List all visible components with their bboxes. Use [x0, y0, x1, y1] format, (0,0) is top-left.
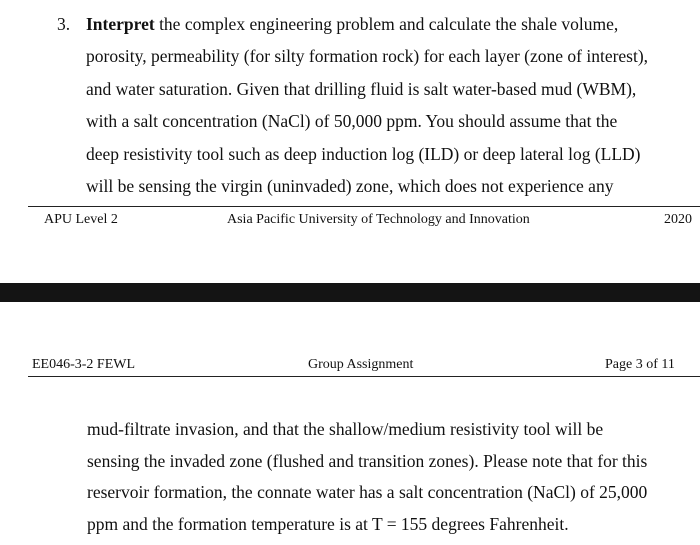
- question-line: deep resistivity tool such as deep induction log (ILD) or deep lateral log (LLD): [86, 143, 641, 164]
- question-line: and water saturation. Given that drilling fluid is salt water-based mud (WBM),: [86, 78, 637, 99]
- page-gap: [0, 283, 700, 302]
- question-line-text: the complex engineering problem and calculate the shale volume,: [154, 14, 619, 34]
- continuation-line: mud-filtrate invasion, and that the shallow/medium resistivity tool will be: [87, 419, 604, 439]
- page-header: [0, 357, 700, 377]
- question-text: [86, 8, 677, 202]
- header-right: Page 3 of 11: [605, 357, 675, 372]
- footer-rule: [28, 206, 700, 207]
- page-footer: [0, 212, 700, 232]
- footer-center: Asia Pacific University of Technology and Innovation: [227, 212, 530, 227]
- continuation-line: reservoir formation, the connate water has a salt concentration (NaCl) of 25,000: [87, 482, 648, 502]
- continuation-line: sensing the invaded zone (flushed and transition zones). Please note that for this: [87, 450, 648, 471]
- question-bold-word: Interpret: [86, 14, 155, 34]
- question-line: will be sensing the virgin (uninvaded) zone, which does not experience any: [86, 176, 614, 197]
- question-3: [57, 8, 677, 202]
- question-line: porosity, permeability (for silty formation rock) for each layer (zone of interest),: [86, 46, 649, 67]
- footer-right: 2020: [664, 212, 692, 227]
- header-rule: [28, 376, 700, 377]
- continuation-line: ppm and the formation temperature is at T = 155 degrees Fahrenheit.: [87, 513, 569, 534]
- header-center: Group Assignment: [308, 357, 414, 372]
- question-number: 3.: [57, 14, 71, 34]
- header-left: EE046-3-2 FEWL: [32, 357, 136, 372]
- question-line: with a salt concentration (NaCl) of 50,000 ppm. You should assume that the: [86, 111, 618, 132]
- footer-left: APU Level 2: [44, 212, 118, 227]
- continuation-text: [87, 414, 667, 540]
- question-line: [86, 8, 677, 40]
